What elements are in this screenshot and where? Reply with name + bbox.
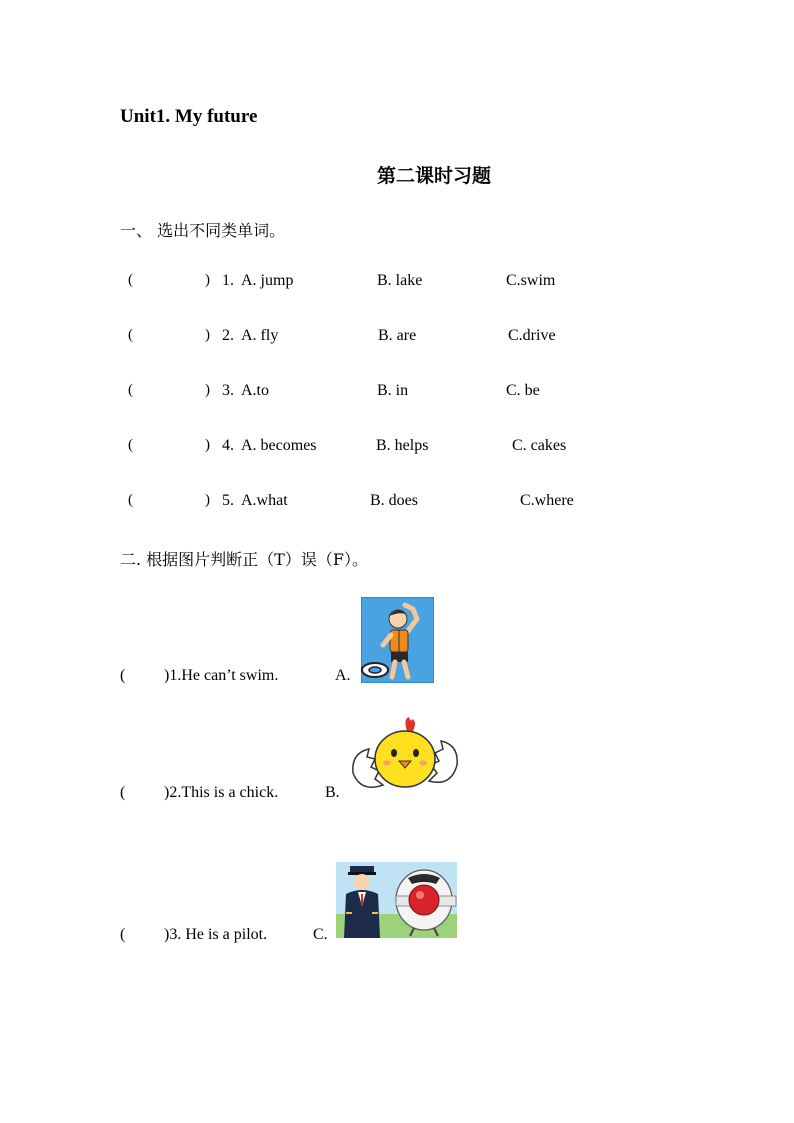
option-b: B. helps [376,437,429,454]
item-number: 5. [222,492,234,509]
answer-blank-open: ( [128,382,133,398]
answer-blank-close: ) [205,327,210,343]
item-number: 3. [222,382,234,399]
picture-letter: B. [325,784,340,801]
option-c: C. cakes [512,437,567,454]
option-c: C.swim [506,272,556,289]
option-b: B. lake [377,272,423,289]
pilot-airplane-picture [336,862,457,938]
answer-blank-open: ( [120,926,126,943]
boy-swimming-picture [361,597,434,683]
answer-blank-close: ) [205,437,210,453]
answer-blank-open: ( [128,272,133,288]
option-b: B. in [377,382,409,399]
option-c: C. be [506,382,540,399]
item-number: 4. [222,437,234,454]
statement-text: )3. He is a pilot. [164,926,268,943]
option-a: A. becomes [241,437,317,454]
option-a: A. jump [241,272,294,289]
option-b: B. does [370,492,418,509]
section2-heading: 二. 根据图片判断正（T）误（F）。 [120,550,368,569]
option-a: A. fly [241,327,279,344]
answer-blank-open: ( [128,327,133,343]
picture-letter: C. [313,926,328,943]
answer-blank-open: ( [120,667,126,684]
option-b: B. are [378,327,417,344]
answer-blank-close: ) [205,492,210,508]
option-c: C.drive [508,327,556,344]
answer-blank-open: ( [120,784,126,801]
answer-blank-close: ) [205,382,210,398]
chick-picture [349,715,461,805]
item-number: 2. [222,327,234,344]
option-a: A.to [241,382,269,399]
section1-heading: 一、 选出不同类单词。 [120,221,286,240]
worksheet-title: Unit1. My future [120,106,258,127]
statement-text: )2.This is a chick. [164,784,279,801]
picture-letter: A. [335,667,351,684]
option-c: C.where [520,492,574,509]
answer-blank-open: ( [128,492,133,508]
option-a: A.what [241,492,288,509]
answer-blank-open: ( [128,437,133,453]
item-number: 1. [222,272,234,289]
worksheet-subtitle: 第二课时习题 [377,165,492,187]
statement-text: )1.He can’t swim. [164,667,279,684]
answer-blank-close: ) [205,272,210,288]
